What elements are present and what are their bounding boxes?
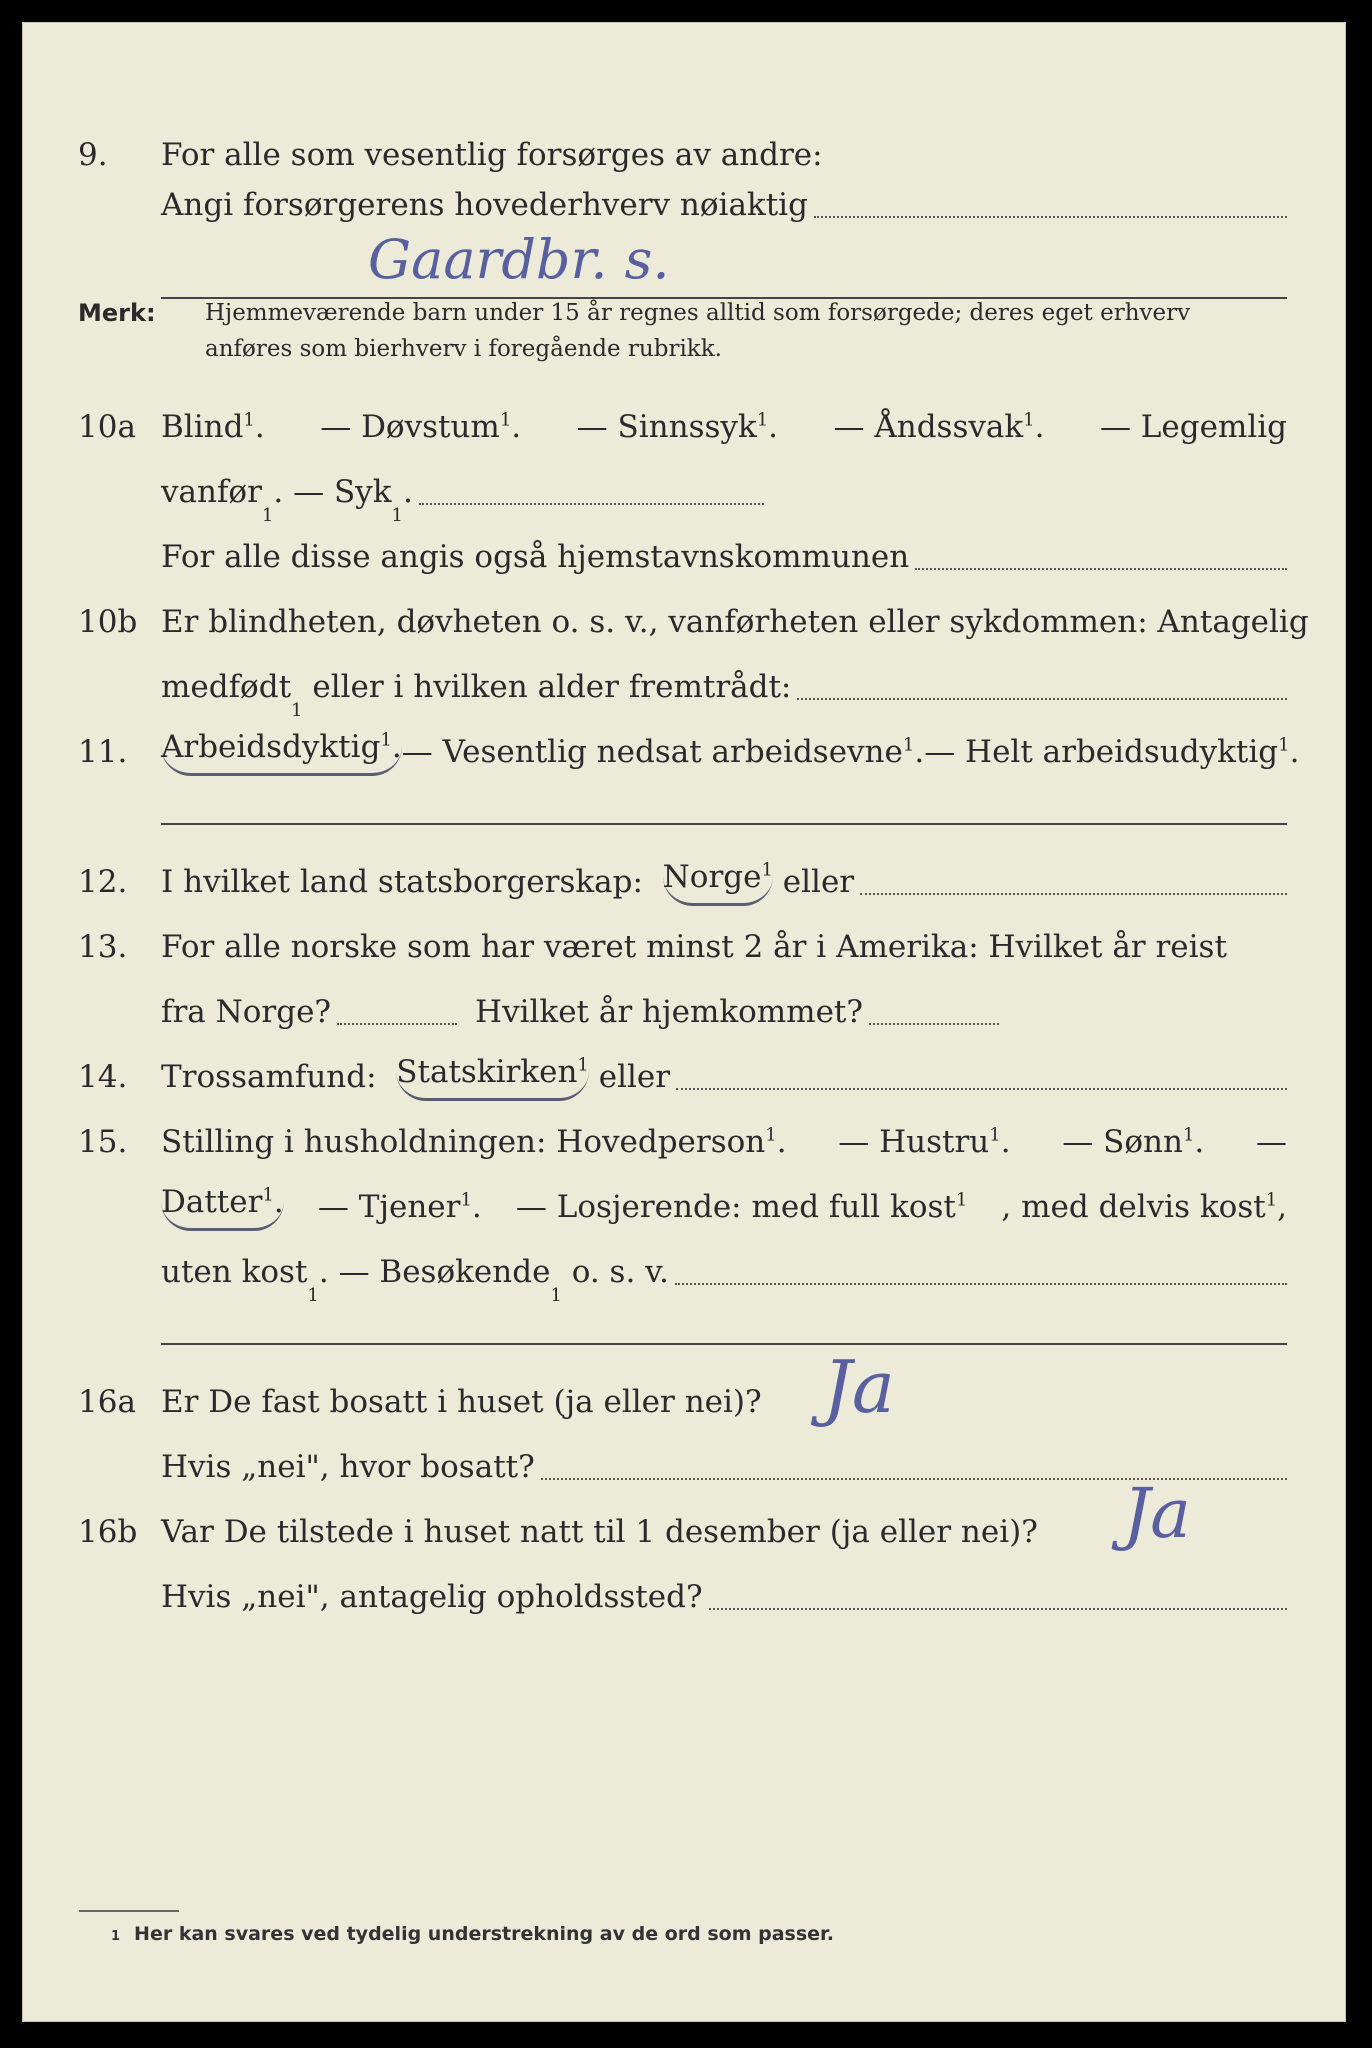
q12-eller: eller [782,864,855,900]
q11-udyktig: — Helt arbeidsudyktig [924,734,1279,770]
q13-number: 13. [78,929,128,965]
q10a-line2: vanfør 1 . — Syk 1 . [23,468,1345,516]
q12-dotted-fill [860,892,1287,895]
q9-line1 [23,131,1345,179]
merk-note [205,295,1305,367]
q14-line1 [23,1053,1345,1101]
q10b-alder: eller i hvilken alder fremtrådt: [312,669,792,705]
q16a-handwritten-answer: Ja [823,1345,895,1429]
q13-line2 [23,988,1345,1036]
footnote-text: Her kan svares ved tydelig understrekning av de ord som passer. [134,1923,834,1945]
q16b-question: Var De tilstede i huset natt til 1 desember (ja eller nei)? [161,1514,1038,1550]
q15-uten-kost: uten kost [161,1254,308,1290]
q10a-line1: 10a Blind$^1$. — Døvstum$^1$. — Sinnssyk$^1$. — Åndssvak$^1$. — Legemlig [23,403,1345,451]
q10b-text: Er blindheten, døvheten o. s. v., vanførheten eller sykdommen: Antagelig [161,604,1309,640]
q10a-syk: — Syk [293,474,392,510]
q15-number: 15. [78,1124,128,1160]
q12-line1 [23,858,1345,906]
q11-arbeidsdyktig-underlined: Arbeidsdyktig$^1$. [161,723,402,776]
q10a-hjemstavn: For alle disse angis også hjemstavnskommunen [161,539,910,575]
q12-text: I hvilket land statsborgerskap: [161,864,643,900]
q15-line2: Datter$^1$. — Tjener$^1$. — Losjerende: med full kost$^1$ , med delvis kost$^1$, [23,1183,1345,1231]
q10a-legemlig: — Legemlig [1099,409,1287,445]
census-form-page [22,22,1346,2022]
q11-line1: 11. Arbeidsdyktig$^1$. — Vesentlig nedsat arbeidsevne$^1$. — Helt arbeidsudyktig$^1$. [23,728,1345,776]
q14-dotted-fill [676,1087,1287,1090]
q16a-line1 [23,1378,1345,1426]
q15-osv: o. s. v. [571,1254,669,1290]
q9-handwritten-answer: Gaardbr. s. [368,228,670,291]
q15-line1: 15. Stilling i husholdningen: Hovedperson$^1$. — Hustru$^1$. — Sønn$^1$. — [23,1118,1345,1166]
q10a-sinnssyk: — Sinnssyk [576,409,757,445]
merk-line1: Hjemmeværende barn under 15 år regnes alltid som forsørgede; deres eget erhverv [205,300,1191,326]
q9-dotted-fill [814,215,1287,218]
q16a-bosatt: Hvis „nei", hvor bosatt? [161,1449,535,1485]
q9-text: For alle som vesentlig forsørges av andre: [161,137,823,173]
q16b-number: 16b [78,1514,138,1550]
q15-full-kost: — Losjerende: med full kost [515,1189,956,1225]
q10a-blind: Blind [161,409,244,445]
footnote [111,1923,834,1945]
q9-question: Angi forsørgerens hovederhverv nøiaktig [161,187,808,223]
q11-nedsat: — Vesentlig nedsat arbeidsevne [401,734,903,770]
q12-norge-underlined: Norge$^1$ [663,853,773,906]
merk-label: Merk: [78,299,156,327]
q13-text: For alle norske som har været minst 2 år i Amerika: Hvilket år reist [161,929,1227,965]
q16b-line2 [23,1573,1345,1621]
q11-number: 11. [78,734,128,770]
q16b-opholdssted: Hvis „nei", antagelig opholdssted? [161,1579,703,1615]
q10a-syk-dotted-fill [419,502,764,505]
merk-line2: anføres som bierhverv i foregående rubrikk. [205,336,722,362]
q13-reist: fra Norge? [161,994,332,1030]
q12-number: 12. [78,864,128,900]
q16b-dotted-fill [709,1607,1287,1610]
q16b-handwritten-answer: Ja [1123,1475,1191,1554]
q10b-line1 [23,598,1345,646]
q10a-number: 10a [78,409,136,445]
q14-number: 14. [78,1059,128,1095]
q14-statskirken-underlined: Statskirken$^1$ [396,1048,589,1101]
q13-reist-dotted-fill [337,1022,457,1025]
q10a-hjemstavn-dotted-fill [915,567,1287,570]
q13-line1 [23,923,1345,971]
q15-datter-underlined: Datter$^1$. [161,1178,284,1231]
q10a-dovstum: — Døvstum [320,409,500,445]
q14-eller: eller [598,1059,671,1095]
q15-tjener: — Tjener [317,1189,461,1225]
q16a-question: Er De fast bosatt i huset (ja eller nei)? [161,1384,762,1420]
q10b-dotted-fill [797,697,1287,700]
q15-sonn: — Sønn [1062,1124,1183,1160]
footnote-marker: 1 [111,1929,121,1944]
q15-line3: uten kost 1 . — Besøkende 1 o. s. v. [23,1248,1345,1296]
q9-number: 9. [78,137,108,173]
q15-dotted-fill [675,1282,1287,1285]
q16a-number: 16a [78,1384,136,1420]
q10b-number: 10b [78,604,138,640]
q15-besokende: — Besøkende [338,1254,551,1290]
q15-delvis-kost: , med delvis kost [1001,1189,1266,1225]
q13-hjemkommet: Hvilket år hjemkommet? [475,994,864,1030]
q10a-line3 [23,533,1345,581]
q10b-line2: medfødt 1 eller i hvilken alder fremtrådt: [23,663,1345,711]
q15-hovedperson: Stilling i husholdningen: Hovedperson [161,1124,766,1160]
q10a-vanfor: vanfør [161,474,262,510]
q15-hustru: — Hustru [838,1124,990,1160]
q9-line2 [23,181,1345,229]
q10b-medfodt: medfødt [161,669,292,705]
q14-text: Trossamfund: [161,1059,377,1095]
q11-answer-rule [161,823,1287,825]
footnote-rule [79,1910,179,1912]
q15-answer-rule [161,1343,1287,1345]
q10a-andssvak: — Åndssvak [833,409,1024,445]
q13-hjemkommet-dotted-fill [869,1022,999,1025]
